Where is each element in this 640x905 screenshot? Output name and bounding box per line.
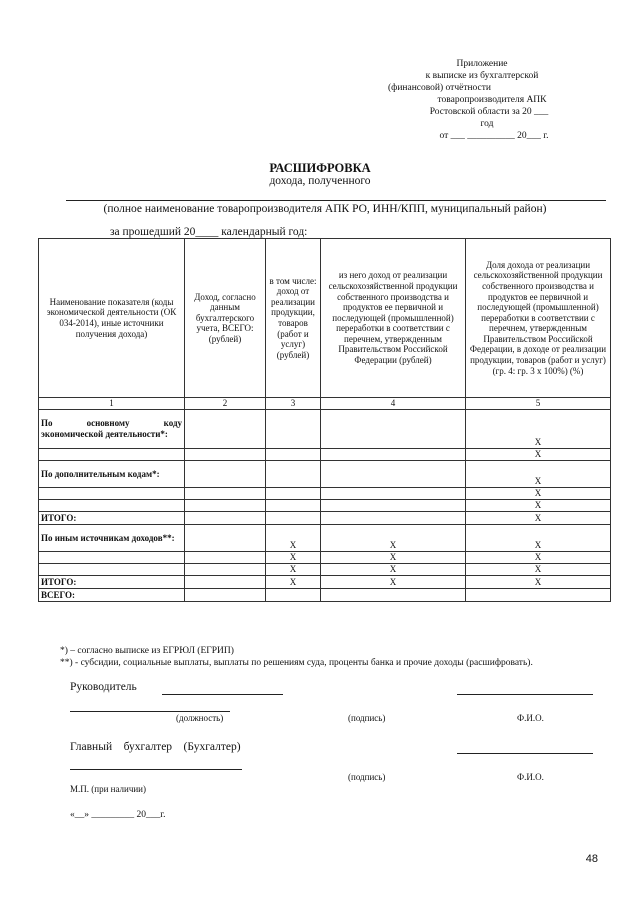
table-cell[interactable]	[185, 488, 266, 500]
appendix-line: год	[480, 119, 494, 129]
x-mark: Х	[321, 525, 466, 552]
col-number: 3	[266, 398, 321, 410]
table-row	[39, 512, 611, 525]
main-activity-label: По основному коду экономической деятельности*:	[39, 410, 185, 449]
table-cell[interactable]	[185, 564, 266, 576]
table-row	[39, 488, 611, 500]
table-cell[interactable]	[39, 500, 185, 512]
table-row	[39, 564, 611, 576]
signature-caption: (подпись)	[348, 713, 386, 723]
table-cell[interactable]	[321, 488, 466, 500]
accountant-name-line[interactable]	[457, 753, 593, 754]
col-number: 1	[39, 398, 185, 410]
table-header-row	[39, 239, 611, 398]
header-col4: из него доход от реализации сельскохозяйственной продукции собственного производства и продуктов ее первичной и последующей (промышленной) переработки в соответствии с перечнем, утвержденным Правительством Российской Федерации (рублей)	[321, 239, 466, 398]
table-row	[39, 525, 611, 552]
table-cell[interactable]	[321, 449, 466, 461]
position-line[interactable]	[70, 711, 230, 712]
head-name-line[interactable]	[457, 694, 593, 695]
col-number: 5	[466, 398, 611, 410]
x-mark: Х	[466, 576, 611, 589]
position-caption: (должность)	[176, 713, 224, 723]
x-mark: Х	[321, 576, 466, 589]
table-cell[interactable]	[39, 488, 185, 500]
accountant-signature-line[interactable]	[70, 769, 242, 770]
period-text: за прошедший 20____ календарный год:	[110, 226, 308, 238]
name-caption: Ф.И.О.	[517, 713, 544, 723]
additional-codes-label: По дополнительным кодам*:	[39, 461, 185, 488]
full-name-caption: (полное наименование товаропроизводителя АПК РО, ИНН/КПП, муниципальный район)	[103, 203, 547, 215]
x-mark: Х	[466, 461, 611, 488]
appendix-line: Приложение	[456, 59, 508, 69]
table-cell[interactable]	[321, 512, 466, 525]
x-mark: Х	[466, 488, 611, 500]
footnote-2: **) - субсидии, социальные выплаты, выплаты по решениям суда, проценты банка и прочие доходы (расшифровать).	[60, 658, 533, 668]
appendix-line: товаропроизводителя АПК	[437, 95, 547, 105]
column-numbers-row	[39, 398, 611, 410]
total-label: ИТОГО:	[39, 512, 185, 525]
table-cell[interactable]	[185, 512, 266, 525]
table-row	[39, 576, 611, 589]
head-signature-line[interactable]	[162, 694, 283, 695]
table-cell[interactable]	[185, 461, 266, 488]
page-number: 48	[585, 853, 598, 865]
x-mark: Х	[466, 449, 611, 461]
header-col1: Наименование показателя (коды экономической деятельности (ОК 034-2014), иные источники получения дохода)	[39, 239, 185, 398]
header-col2: Доход, согласно данным бухгалтерского учета, ВСЕГО: (рублей)	[185, 239, 266, 398]
table-row	[39, 410, 611, 449]
x-mark: Х	[321, 564, 466, 576]
table-cell[interactable]	[185, 589, 266, 602]
x-mark: Х	[466, 564, 611, 576]
appendix-line: (финансовой) отчётности	[388, 83, 491, 93]
table-cell[interactable]	[321, 410, 466, 449]
appendix-line: к выписке из бухгалтерской	[425, 71, 539, 81]
table-cell[interactable]	[185, 500, 266, 512]
table-row	[39, 589, 611, 602]
appendix-line: Ростовской области за 20 ___	[429, 107, 549, 117]
table-cell[interactable]	[266, 512, 321, 525]
x-mark: Х	[466, 552, 611, 564]
x-mark: Х	[266, 564, 321, 576]
x-mark: Х	[466, 500, 611, 512]
x-mark: Х	[321, 552, 466, 564]
table-cell[interactable]	[185, 410, 266, 449]
x-mark: Х	[266, 576, 321, 589]
table-cell[interactable]	[266, 500, 321, 512]
date-line: «__» _________ 20___г.	[70, 810, 166, 820]
name-caption: Ф.И.О.	[517, 772, 544, 782]
document-subtitle: дохода, полученного	[269, 175, 371, 187]
col-number: 2	[185, 398, 266, 410]
table-cell[interactable]	[39, 564, 185, 576]
table-cell[interactable]	[266, 461, 321, 488]
table-cell[interactable]	[466, 589, 611, 602]
appendix-block	[382, 58, 582, 142]
table-cell[interactable]	[185, 449, 266, 461]
header-col3: в том числе: доход от реализации продукции, товаров (работ и услуг) (рублей)	[266, 239, 321, 398]
document-title: РАСШИФРОВКА	[269, 161, 371, 175]
footnote-1: *) – согласно выписке из ЕГРЮЛ (ЕГРИП)	[60, 646, 234, 656]
stamp-text: М.П. (при наличии)	[70, 784, 146, 794]
table-row	[39, 449, 611, 461]
table-cell[interactable]	[39, 552, 185, 564]
x-mark: Х	[466, 525, 611, 552]
table-row	[39, 552, 611, 564]
col-number: 4	[321, 398, 466, 410]
table-cell[interactable]	[266, 449, 321, 461]
chief-accountant-label: Главный бухгалтер (Бухгалтер)	[70, 741, 241, 753]
x-mark: Х	[266, 525, 321, 552]
signature-caption: (подпись)	[348, 772, 386, 782]
table-row	[39, 500, 611, 512]
total-label: ИТОГО:	[39, 576, 185, 589]
table-cell[interactable]	[266, 589, 321, 602]
table-cell[interactable]	[321, 589, 466, 602]
header-col5: Доля дохода от реализации сельскохозяйственной продукции собственного производства и продуктов ее первичной и последующей (промышленной) переработки в соответствии с перечнем, утвержденным Правительством Российской Федерации, в доходе от реализации продукции, товаров (работ и услуг) (гр. 4: гр. 3 х 100%) (%)	[466, 239, 611, 398]
table-cell[interactable]	[185, 576, 266, 589]
x-mark: Х	[266, 552, 321, 564]
table-cell[interactable]	[321, 500, 466, 512]
table-cell[interactable]	[266, 488, 321, 500]
appendix-line: от ___ __________ 20___ г.	[439, 131, 549, 141]
table-cell[interactable]	[39, 449, 185, 461]
table-cell[interactable]	[185, 525, 266, 552]
x-mark: Х	[466, 512, 611, 525]
head-label: Руководитель	[70, 681, 137, 693]
x-mark: Х	[466, 410, 611, 449]
full-name-line	[66, 200, 606, 201]
table-row	[39, 461, 611, 488]
income-table	[38, 238, 611, 602]
table-cell[interactable]	[266, 410, 321, 449]
grand-total-label: ВСЕГО:	[39, 589, 185, 602]
other-sources-label: По иным источникам доходов**:	[39, 525, 185, 552]
table-cell[interactable]	[321, 461, 466, 488]
table-cell[interactable]	[185, 552, 266, 564]
